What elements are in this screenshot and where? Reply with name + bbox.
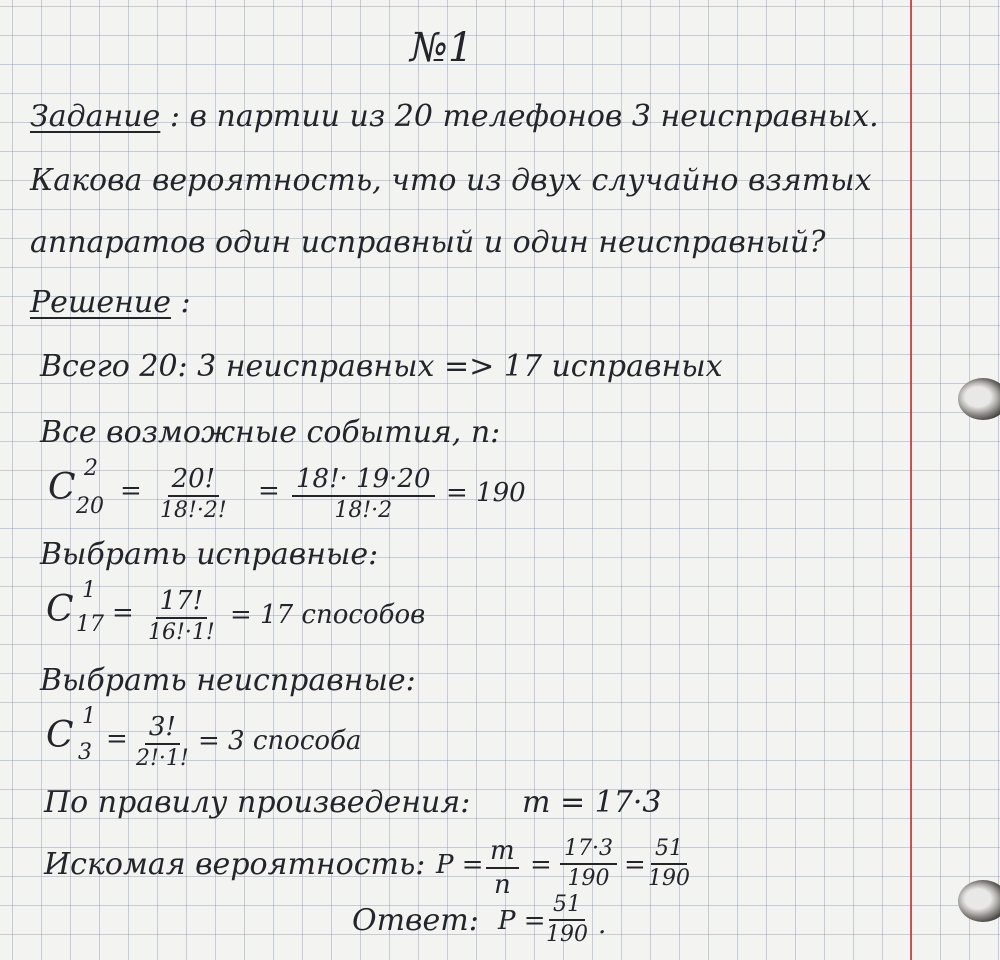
answer-p: P = — [498, 906, 546, 936]
answer-fraction — [546, 894, 588, 946]
probability-label: Искомая вероятность: — [44, 847, 426, 882]
binder-ring-top — [958, 378, 1000, 420]
task-line-2: Какова вероятность, что из двух случайно взятых — [30, 163, 872, 198]
product-rule-label: По правилу произведения: — [44, 785, 471, 820]
choose-bad-label: Выбрать неисправные: — [40, 663, 416, 698]
task-text-1: в партии из 20 телефонов 3 неисправных. — [189, 99, 879, 134]
fraction-numerator: 20! — [168, 466, 220, 497]
comb-n-sub: 20 — [76, 494, 104, 519]
fraction-denominator: 2!·1! — [136, 746, 189, 771]
comb-bad-result: = 3 способа — [198, 726, 362, 756]
total-line: Всего 20: 3 неисправных => 17 исправных — [40, 349, 723, 384]
fraction-denominator: 18!·2! — [160, 498, 227, 523]
margin-line — [910, 0, 912, 960]
comb-good-sub: 17 — [76, 612, 104, 637]
fraction-denominator: 16!·1! — [148, 620, 215, 645]
fraction-numerator: 51 — [651, 838, 687, 865]
comb-n-symbol: C — [48, 467, 76, 508]
fraction-denominator: 190 — [546, 922, 588, 947]
prob-fraction-17x3 — [560, 838, 617, 890]
comb-bad-sub: 3 — [78, 740, 92, 765]
prob-fraction-m-n — [486, 838, 519, 898]
fraction-numerator: 17! — [156, 588, 208, 619]
prob-p: P = — [436, 850, 484, 880]
comb-n-eq2: = — [258, 476, 280, 506]
comb-bad-sup: 1 — [82, 704, 96, 729]
answer-label: Ответ: — [352, 903, 479, 938]
comb-n-fraction-2 — [292, 466, 435, 522]
fraction-denominator: n — [493, 870, 511, 900]
solution-heading: Решение : — [30, 285, 191, 320]
prob-fraction-51 — [648, 838, 690, 890]
fraction-numerator: 18!· 19·20 — [292, 466, 435, 497]
comb-good-fraction — [148, 588, 215, 644]
task-label: Задание — [30, 99, 161, 134]
comb-n-fraction-1 — [160, 466, 227, 522]
m-value: m = 17·3 — [522, 785, 662, 820]
fraction-denominator: 190 — [648, 866, 690, 891]
prob-eq2: = — [624, 850, 646, 880]
comb-bad-eq: = — [106, 724, 128, 754]
comb-bad-symbol: C — [46, 715, 74, 756]
fraction-denominator: 18!·2 — [334, 498, 393, 523]
comb-n-sup: 2 — [84, 456, 98, 481]
task-line-1: Задание : в партии из 20 телефонов 3 неисправных. — [30, 99, 879, 134]
page-title: №1 — [410, 25, 474, 71]
choose-good-label: Выбрать исправные: — [40, 537, 379, 572]
comb-n-eq1: = — [120, 476, 142, 506]
comb-good-symbol: C — [46, 589, 74, 630]
fraction-numerator: m — [486, 838, 519, 869]
comb-n-result: = 190 — [446, 478, 526, 508]
solution-label: Решение — [30, 285, 171, 320]
task-line-3: аппаратов один исправный и один неисправный? — [30, 225, 826, 260]
answer-period: . — [598, 910, 607, 940]
prob-eq1: = — [530, 850, 552, 880]
comb-bad-fraction — [136, 714, 189, 770]
comb-good-result: = 17 способов — [230, 600, 426, 630]
comb-good-sup: 1 — [82, 578, 96, 603]
fraction-numerator: 17·3 — [560, 838, 617, 865]
all-events-label: Все возможные события, n: — [40, 415, 501, 450]
comb-good-eq: = — [112, 598, 134, 628]
fraction-denominator: 190 — [567, 866, 610, 891]
fraction-numerator: 3! — [145, 714, 180, 745]
binder-ring-bottom — [958, 880, 1000, 922]
fraction-numerator: 51 — [549, 894, 585, 921]
